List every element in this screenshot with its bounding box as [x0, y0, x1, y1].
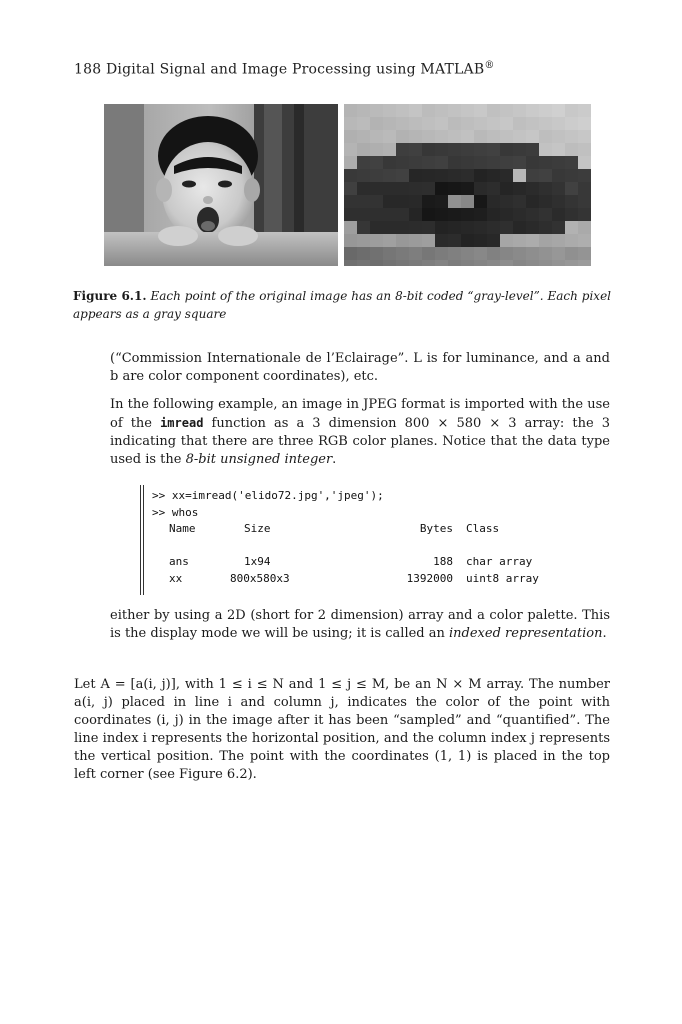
eye-pixel: [448, 169, 461, 182]
paragraph-text: function as a 3 dimension 800 × 580 × 3 array: the 3 indicating that there are three RGB color planes. Notice that the data type used is the: [110, 416, 610, 467]
figure-caption: [73, 287, 611, 323]
page-number: 188: [74, 61, 102, 78]
eye-pixel: [448, 104, 461, 117]
eye-pixel: [578, 117, 591, 130]
eye-pixel: [396, 221, 409, 234]
eye-pixel: [526, 260, 539, 266]
column-header-bytes: Bytes: [419, 522, 453, 535]
eye-pixel: [409, 260, 422, 266]
eye-pixel: [396, 247, 409, 260]
function-name: imread: [160, 416, 204, 430]
eye-pixel: [461, 143, 474, 156]
eye-pixel: [500, 169, 513, 182]
eye-pixel: [539, 130, 552, 143]
eye-pixel: [422, 182, 435, 195]
eye-pixel: [526, 182, 539, 195]
eye-pixel: [539, 143, 552, 156]
row-name: ans: [169, 555, 189, 568]
paragraph-text: either by using a 2D (short for 2 dimension) array and a color palette. This is the display mode we will be using; it is called an: [110, 608, 610, 641]
photo-eye-pixelated: [344, 104, 591, 266]
paragraph-cie: (“Commission Internationale de l’Eclairage”. L is for luminance, and a and b are color component coordinates), etc.: [110, 351, 610, 384]
eye-pixel: [409, 104, 422, 117]
data-type-emphasis: 8-bit unsigned integer: [185, 452, 333, 467]
eye-pixel: [383, 130, 396, 143]
eye-pixel: [435, 234, 448, 247]
paragraph-array-definition: Let A = [a(i, j)], with 1 ≤ i ≤ N and 1 ≤ j ≤ M, be an N × M array. The number a(i, j) placed in line i and column j, indicates the color of the point with coordinates (i, j) in the image after it has been “sampled” and “quantified”. The line index i represents the horizontal position, and the column index j represents the vertical position. The point with the coordinates (1, 1) is placed in the top left corner (see Figure 6.2).: [74, 677, 610, 782]
eye-pixel: [344, 247, 357, 260]
eye-pixel: [526, 156, 539, 169]
eye-pixel: [487, 182, 500, 195]
eye-pixel: [370, 221, 383, 234]
eye-pixel: [435, 104, 448, 117]
eye-pixel: [513, 260, 526, 266]
eye-pixel: [500, 195, 513, 208]
eye-pixel: [513, 130, 526, 143]
eye-pixel: [396, 130, 409, 143]
eye-pixel: [513, 117, 526, 130]
eye-pixel: [487, 195, 500, 208]
eye-pixel: [357, 156, 370, 169]
indexed-representation-emphasis: indexed representation: [449, 626, 603, 641]
eye-pixel: [578, 169, 591, 182]
eye-pixel: [474, 234, 487, 247]
eye-pixel: [357, 143, 370, 156]
eye-pixel: [357, 247, 370, 260]
eye-pixel: [565, 247, 578, 260]
eye-pixel: [565, 182, 578, 195]
eye-pixel: [552, 130, 565, 143]
eye-pixel: [370, 260, 383, 266]
eye-pixel: [409, 182, 422, 195]
paragraph-text: In the following example, an image in JPEG format is imported with the use of the: [110, 397, 610, 431]
eye-pixel: [448, 182, 461, 195]
eye-pixel: [539, 156, 552, 169]
eye-pixel: [513, 234, 526, 247]
eye-pixel: [383, 143, 396, 156]
eye-pixel: [422, 117, 435, 130]
eye-pixel: [357, 130, 370, 143]
eye-pixel: [370, 104, 383, 117]
eye-pixel: [526, 247, 539, 260]
eye-pixel: [539, 182, 552, 195]
eye-pixel: [396, 182, 409, 195]
eye-pixel: [448, 234, 461, 247]
eye-pixel: [435, 169, 448, 182]
eye-pixel: [409, 247, 422, 260]
eye-pixel: [344, 130, 357, 143]
eye-pixel: [396, 260, 409, 266]
eye-pixel: [578, 182, 591, 195]
eye-pixel: [383, 195, 396, 208]
eye-pixel: [396, 208, 409, 221]
eye-pixel: [578, 104, 591, 117]
eye-pixel: [448, 221, 461, 234]
eye-pixel: [344, 156, 357, 169]
eye-pixel: [474, 143, 487, 156]
eye-pixel: [487, 169, 500, 182]
eye-pixel: [526, 169, 539, 182]
eye-pixel: [565, 208, 578, 221]
eye-pixel: [435, 182, 448, 195]
eye-pixel: [578, 208, 591, 221]
eye-pixel: [409, 130, 422, 143]
eye-pixel: [578, 247, 591, 260]
eye-pixel: [539, 208, 552, 221]
eye-pixel: [487, 234, 500, 247]
eye-pixel: [539, 195, 552, 208]
eye-pixel: [396, 156, 409, 169]
eye-pixel: [461, 169, 474, 182]
registered-mark: ®: [484, 60, 495, 71]
eye-pixel: [357, 104, 370, 117]
eye-pixel: [344, 234, 357, 247]
eye-pixel: [461, 208, 474, 221]
eye-pixel: [487, 156, 500, 169]
eye-pixel: [409, 169, 422, 182]
eye-pixel: [513, 156, 526, 169]
eye-pixel: [370, 182, 383, 195]
eye-pixel: [565, 130, 578, 143]
eye-pixel: [422, 234, 435, 247]
eye-pixel: [474, 247, 487, 260]
eye-pixel: [435, 247, 448, 260]
eye-pixel: [578, 260, 591, 266]
eye-pixel: [344, 208, 357, 221]
eye-pixel: [396, 143, 409, 156]
eye-pixel: [552, 247, 565, 260]
eye-pixel: [461, 156, 474, 169]
eye-pixel: [422, 260, 435, 266]
eye-pixel: [435, 208, 448, 221]
eye-pixel: [448, 130, 461, 143]
eye-pixel: [344, 169, 357, 182]
eye-pixel: [513, 208, 526, 221]
eye-pixel: [357, 208, 370, 221]
eye-pixel: [396, 169, 409, 182]
eye-pixel: [578, 156, 591, 169]
eye-pixel: [461, 247, 474, 260]
paragraph-text: .: [332, 452, 337, 467]
eye-pixel: [448, 195, 461, 208]
eye-pixel: [500, 247, 513, 260]
row-class: uint8 array: [466, 572, 539, 585]
row-name: xx: [169, 572, 183, 585]
eye-pixel: [448, 117, 461, 130]
eye-pixel: [461, 104, 474, 117]
eye-pixel: [539, 221, 552, 234]
eye-pixel: [344, 117, 357, 130]
eye-pixel: [474, 260, 487, 266]
eye-pixel: [461, 130, 474, 143]
eye-pixel: [435, 143, 448, 156]
eye-pixel: [552, 260, 565, 266]
eye-pixel: [344, 182, 357, 195]
row-class: char array: [466, 555, 533, 568]
eye-pixel: [344, 221, 357, 234]
eye-pixel: [461, 195, 474, 208]
eye-pixel: [396, 104, 409, 117]
eye-pixel: [487, 221, 500, 234]
eye-pixel: [552, 234, 565, 247]
eye-pixel: [526, 130, 539, 143]
eye-pixel: [565, 260, 578, 266]
eye-pixel: [370, 130, 383, 143]
eye-pixel: [474, 208, 487, 221]
eye-pixel: [409, 208, 422, 221]
figure-label: Figure 6.1.: [73, 289, 147, 303]
eye-pixel: [474, 117, 487, 130]
eye-pixel: [448, 143, 461, 156]
column-header-class: Class: [466, 522, 500, 535]
eye-pixel: [513, 143, 526, 156]
eye-pixel: [474, 195, 487, 208]
eye-pixel: [474, 169, 487, 182]
eye-pixel: [344, 260, 357, 266]
eye-pixel: [565, 143, 578, 156]
eye-pixel: [344, 104, 357, 117]
eye-pixel: [565, 169, 578, 182]
eye-pixel: [409, 195, 422, 208]
eye-pixel: [422, 104, 435, 117]
row-bytes: 1392000: [406, 572, 453, 585]
eye-pixel: [435, 221, 448, 234]
eye-pixel: [500, 104, 513, 117]
eye-pixel: [565, 221, 578, 234]
figure-caption-text: Each point of the original image has an 8-bit coded “gray-level”. Each pixel appears as a gray square: [73, 289, 612, 321]
eye-pixel: [552, 104, 565, 117]
eye-pixel: [513, 104, 526, 117]
eye-pixel: [422, 130, 435, 143]
column-header-name: Name: [169, 522, 196, 535]
book-title: Digital Signal and Image Processing using MATLAB: [105, 61, 485, 78]
eye-pixel: [500, 208, 513, 221]
eye-pixel: [344, 143, 357, 156]
eye-pixel: [500, 234, 513, 247]
eye-pixel: [370, 169, 383, 182]
eye-pixel: [552, 195, 565, 208]
eye-pixel: [461, 260, 474, 266]
eye-pixel: [422, 143, 435, 156]
paragraph-indexed-representation: [110, 607, 610, 643]
eye-pixel: [526, 195, 539, 208]
eye-pixel: [370, 247, 383, 260]
eye-pixel: [487, 117, 500, 130]
eye-pixel: [422, 247, 435, 260]
matlab-code-block: [140, 485, 620, 595]
eye-pixel: [474, 104, 487, 117]
eye-pixel: [474, 221, 487, 234]
eye-pixel: [539, 260, 552, 266]
eye-pixel: [474, 182, 487, 195]
eye-pixel: [370, 234, 383, 247]
eye-pixel: [409, 117, 422, 130]
eye-pixel: [383, 247, 396, 260]
eye-pixel: [474, 130, 487, 143]
eye-pixel: [435, 130, 448, 143]
eye-pixel: [357, 234, 370, 247]
eye-pixel: [565, 104, 578, 117]
eye-pixel: [409, 234, 422, 247]
eye-pixel: [487, 104, 500, 117]
eye-pixel: [370, 195, 383, 208]
eye-pixel: [500, 182, 513, 195]
eye-pixel: [370, 117, 383, 130]
eye-pixel: [552, 208, 565, 221]
eye-pixel: [500, 143, 513, 156]
eye-pixel: [435, 156, 448, 169]
eye-pixel: [448, 247, 461, 260]
eye-pixel: [565, 234, 578, 247]
eye-pixel: [370, 143, 383, 156]
eye-pixel: [487, 260, 500, 266]
eye-pixel: [552, 182, 565, 195]
eye-pixel: [513, 169, 526, 182]
eye-pixel: [552, 117, 565, 130]
eye-pixel: [383, 104, 396, 117]
eye-pixel: [487, 143, 500, 156]
row-size: 1x94: [244, 555, 271, 568]
column-header-size: Size: [244, 522, 271, 535]
eye-pixel: [409, 156, 422, 169]
eye-pixel: [552, 143, 565, 156]
eye-pixel: [461, 234, 474, 247]
eye-pixel: [461, 221, 474, 234]
eye-pixel: [370, 156, 383, 169]
eye-pixel: [448, 156, 461, 169]
eye-pixel: [513, 247, 526, 260]
eye-pixel: [435, 117, 448, 130]
eye-pixel: [383, 260, 396, 266]
running-header: [74, 60, 495, 78]
row-bytes: 188: [433, 555, 453, 568]
eye-pixel: [383, 117, 396, 130]
eye-pixel: [487, 130, 500, 143]
eye-pixel: [448, 260, 461, 266]
eye-pixel: [500, 130, 513, 143]
eye-pixel: [500, 117, 513, 130]
eye-pixel: [565, 195, 578, 208]
eye-pixel: [513, 221, 526, 234]
eye-pixel: [578, 143, 591, 156]
eye-pixel: [539, 247, 552, 260]
eye-pixel: [565, 117, 578, 130]
eye-pixel: [500, 260, 513, 266]
eye-pixel: [383, 169, 396, 182]
eye-pixel: [539, 169, 552, 182]
eye-pixel: [578, 130, 591, 143]
eye-pixel: [552, 221, 565, 234]
eye-pixel: [487, 208, 500, 221]
eye-pixel: [526, 143, 539, 156]
code-line: >> xx=imread('elido72.jpg','jpeg');: [152, 489, 384, 502]
eye-pixel: [357, 169, 370, 182]
row-size: 800x580x3: [230, 572, 290, 585]
eye-pixel: [370, 208, 383, 221]
eye-pixel: [396, 234, 409, 247]
eye-pixel: [383, 156, 396, 169]
eye-pixel: [357, 221, 370, 234]
eye-pixel: [461, 117, 474, 130]
eye-pixel: [500, 221, 513, 234]
eye-pixel: [526, 208, 539, 221]
eye-pixel: [422, 156, 435, 169]
eye-pixel: [357, 195, 370, 208]
eye-pixel: [526, 221, 539, 234]
eye-pixel: [383, 208, 396, 221]
eye-pixel: [357, 260, 370, 266]
eye-pixel: [552, 169, 565, 182]
eye-pixel: [409, 221, 422, 234]
eye-pixel: [552, 156, 565, 169]
eye-pixel: [578, 195, 591, 208]
eye-pixel: [422, 221, 435, 234]
eye-pixel: [578, 234, 591, 247]
eye-pixel: [383, 234, 396, 247]
eye-pixel: [513, 195, 526, 208]
eye-pixel: [422, 195, 435, 208]
eye-pixel: [435, 195, 448, 208]
eye-pixel: [396, 195, 409, 208]
eye-pixel: [578, 221, 591, 234]
paragraph-text: .: [602, 626, 607, 641]
eye-pixel: [539, 104, 552, 117]
code-line: >> whos: [152, 506, 199, 519]
eye-pixel: [500, 156, 513, 169]
eye-pixel: [474, 156, 487, 169]
eye-pixel: [435, 260, 448, 266]
eye-pixel: [357, 182, 370, 195]
eye-pixel: [513, 182, 526, 195]
eye-pixel: [357, 117, 370, 130]
eye-pixel: [565, 156, 578, 169]
eye-pixel: [461, 182, 474, 195]
eye-pixel: [526, 104, 539, 117]
eye-pixel: [487, 247, 500, 260]
eye-pixel: [526, 234, 539, 247]
eye-pixel: [539, 234, 552, 247]
eye-pixel: [383, 221, 396, 234]
eye-pixel: [409, 143, 422, 156]
eye-pixel: [422, 208, 435, 221]
paragraph-imread-example: [110, 396, 610, 469]
eye-pixel: [448, 208, 461, 221]
eye-pixel: [383, 182, 396, 195]
eye-pixel: [422, 169, 435, 182]
eye-pixel: [526, 117, 539, 130]
eye-pixel: [344, 195, 357, 208]
photo-child-grayscale: [104, 104, 338, 266]
eye-pixel: [396, 117, 409, 130]
eye-pixel: [539, 117, 552, 130]
